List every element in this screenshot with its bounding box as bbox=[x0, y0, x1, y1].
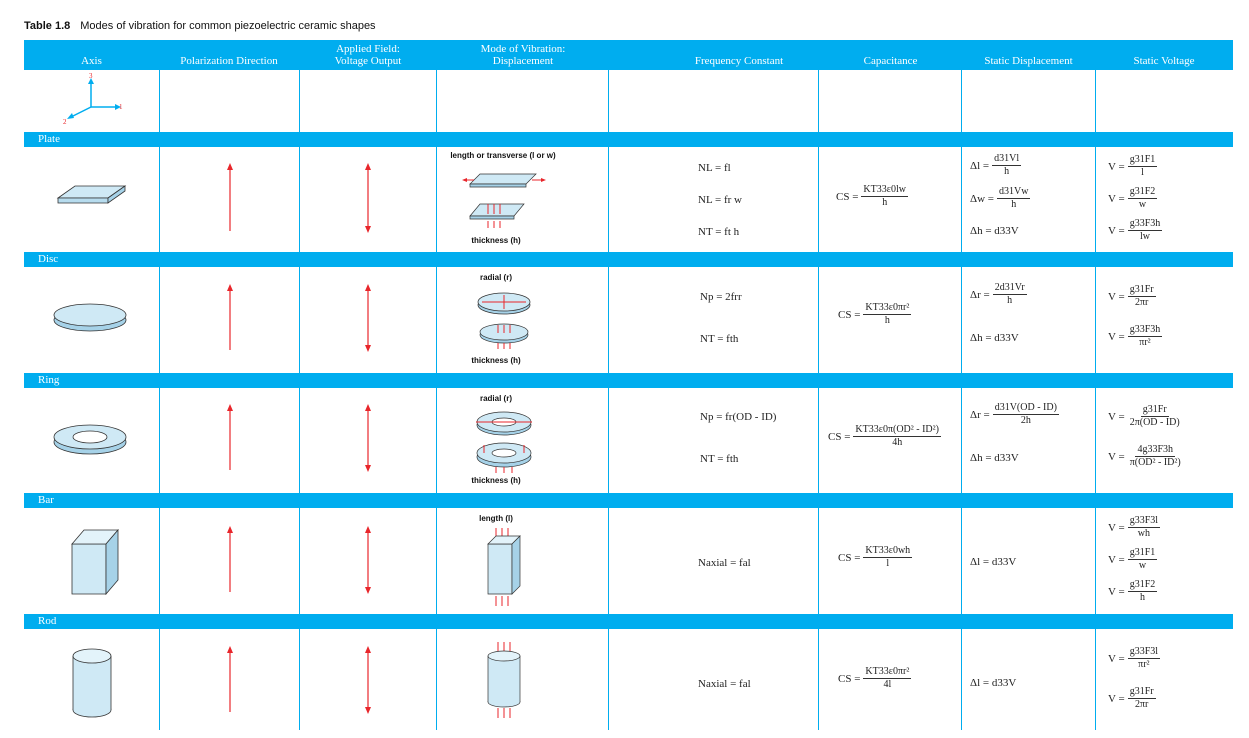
disc-volt-1: V = $\frac{g31Fr}{2\pi r}$ bbox=[1108, 284, 1154, 308]
header-axis: Axis bbox=[81, 55, 102, 67]
plate-mode-label: length or transverse (l or w) bbox=[450, 151, 556, 160]
disc-mode-label: radial (r) bbox=[479, 273, 512, 282]
col-divider bbox=[818, 70, 819, 730]
plate-disp-2: Δw = $\frac{d31Vw}{h}$ bbox=[970, 186, 1029, 210]
plate-volt-1: V = $\frac{g31F1}{l}$ bbox=[1108, 154, 1156, 178]
ring-mode-thickness-label: thickness (h) bbox=[471, 476, 521, 485]
plate-capacitance: CS = $\frac{KT33\varepsilon 0lw}{h}$ bbox=[836, 184, 906, 208]
section-disc: Disc bbox=[24, 252, 1233, 267]
section-ring: Ring bbox=[24, 373, 1233, 388]
bar-polarization-arrow-icon bbox=[224, 526, 236, 594]
plate-mode-thickness-label: thickness (h) bbox=[471, 236, 521, 245]
disc-capacitance: CS = $\frac{\text{KT33ε0πr²}}{h}$ bbox=[838, 302, 910, 326]
rod-freq-1: Naxial = fal bbox=[698, 678, 751, 690]
ring-shape-icon bbox=[52, 418, 132, 458]
rod-polarization-arrow-icon bbox=[224, 646, 236, 714]
bar-mode-label: length (l) bbox=[479, 514, 513, 523]
plate-shape-icon bbox=[50, 178, 130, 218]
ring-field-arrow-icon bbox=[362, 404, 374, 472]
plate-mode-icon bbox=[462, 166, 550, 238]
header-polarization: Polarization Direction bbox=[180, 55, 278, 67]
axis-label-1: 1 bbox=[119, 103, 123, 111]
axis-diagram bbox=[55, 72, 135, 127]
header-frequency: Frequency Constant bbox=[694, 55, 784, 67]
ring-polarization-arrow-icon bbox=[224, 404, 236, 472]
col-divider bbox=[436, 70, 437, 730]
table-header bbox=[24, 40, 1233, 70]
header-applied-field: Applied Field: Voltage Output bbox=[334, 43, 402, 67]
rod-volt-2: V = $\frac{g31Fr}{2\pi r}$ bbox=[1108, 686, 1154, 710]
header-static-displacement: Static Displacement bbox=[984, 55, 1073, 67]
ring-freq-2: NT = fth bbox=[700, 453, 739, 465]
col-divider bbox=[961, 70, 962, 730]
plate-freq-2: NL = fr w bbox=[698, 194, 742, 206]
header-capacitance: Capacitance bbox=[863, 55, 918, 67]
plate-volt-3: V = $\frac{g33F3h}{lw}$ bbox=[1108, 218, 1161, 242]
header-static-voltage: Static Voltage bbox=[1133, 55, 1195, 67]
bar-freq-1: Naxial = fal bbox=[698, 557, 751, 569]
ring-mode-icon bbox=[474, 405, 538, 477]
axis-label-2: 2 bbox=[63, 118, 67, 126]
section-bar: Bar bbox=[24, 493, 1233, 508]
section-plate: Plate bbox=[24, 132, 1233, 147]
plate-volt-2: V = $\frac{g31F2}{w}$ bbox=[1108, 186, 1156, 210]
bar-disp-1: Δl = d33V bbox=[970, 556, 1017, 568]
bar-volt-3: V = $\frac{g31F2}{h}$ bbox=[1108, 579, 1156, 603]
bar-shape-icon bbox=[66, 522, 126, 602]
col-divider bbox=[159, 70, 160, 730]
table-title: Modes of vibration for common piezoelectric ceramic shapes bbox=[80, 20, 376, 32]
section-rod: Rod bbox=[24, 614, 1233, 629]
ring-volt-2: V = $\frac{4g33F3h}{\text{π(OD² - ID²)}}$ bbox=[1108, 444, 1181, 468]
plate-disp-1: Δl = $\frac{d31Vl}{h}$ bbox=[970, 153, 1020, 177]
ring-disp-2: Δh = d33V bbox=[970, 452, 1019, 464]
plate-freq-3: NT = ft h bbox=[698, 226, 740, 238]
plate-polarization-arrow-icon bbox=[224, 163, 236, 233]
bar-field-arrow-icon bbox=[362, 526, 374, 594]
rod-capacitance: CS = $\frac{\text{KT33ε0πr²}}{4l}$ bbox=[838, 666, 910, 690]
header-mode: Mode of Vibration: Displacement bbox=[480, 43, 566, 67]
rod-volt-1: V = $\frac{g33F3l}{\text{πr²}}$ bbox=[1108, 646, 1159, 670]
plate-field-arrow-icon bbox=[362, 163, 374, 233]
bar-mode-icon bbox=[482, 526, 526, 608]
disc-freq-2: NT = fth bbox=[700, 333, 739, 345]
ring-mode-label: radial (r) bbox=[479, 394, 512, 403]
table-caption bbox=[24, 20, 376, 32]
rod-mode-icon bbox=[482, 640, 526, 720]
rod-field-arrow-icon bbox=[362, 646, 374, 714]
ring-capacitance: CS = $\frac{\text{KT33ε0π(OD² - ID²)}}{4h}$ bbox=[828, 424, 939, 448]
disc-freq-1: Np = 2frr bbox=[700, 291, 742, 303]
rod-shape-icon bbox=[70, 646, 120, 722]
bar-volt-1: V = $\frac{g33F3l}{wh}$ bbox=[1108, 515, 1159, 539]
col-divider bbox=[299, 70, 300, 730]
disc-mode-thickness-label: thickness (h) bbox=[471, 356, 521, 365]
col-divider bbox=[1095, 70, 1096, 730]
axis-label-3: 3 bbox=[89, 72, 93, 80]
ring-freq-1: Np = fr(OD - ID) bbox=[700, 411, 777, 423]
disc-shape-icon bbox=[52, 296, 132, 336]
disc-field-arrow-icon bbox=[362, 284, 374, 352]
disc-mode-icon bbox=[476, 285, 536, 355]
plate-freq-1: NL = fl bbox=[698, 162, 731, 174]
table-number: Table 1.8 bbox=[24, 20, 71, 32]
bar-capacitance: CS = $\frac{KT33\varepsilon 0wh}{l}$ bbox=[838, 545, 911, 569]
ring-disp-1: Δr = $\frac{d31V(OD - ID)}{2h}$ bbox=[970, 402, 1057, 426]
disc-disp-2: Δh = d33V bbox=[970, 332, 1019, 344]
ring-volt-1: V = $\frac{g31Fr}{2\pi(OD - ID)}$ bbox=[1108, 404, 1180, 428]
bar-volt-2: V = $\frac{g31F1}{w}$ bbox=[1108, 547, 1156, 571]
plate-disp-3: Δh = d33V bbox=[970, 225, 1019, 237]
col-divider bbox=[608, 70, 609, 730]
disc-disp-1: Δr = $\frac{2d31Vr}{h}$ bbox=[970, 282, 1025, 306]
rod-disp-1: Δl = d33V bbox=[970, 677, 1017, 689]
disc-polarization-arrow-icon bbox=[224, 284, 236, 352]
disc-volt-2: V = $\frac{g33F3h}{\text{πr²}}$ bbox=[1108, 324, 1161, 348]
